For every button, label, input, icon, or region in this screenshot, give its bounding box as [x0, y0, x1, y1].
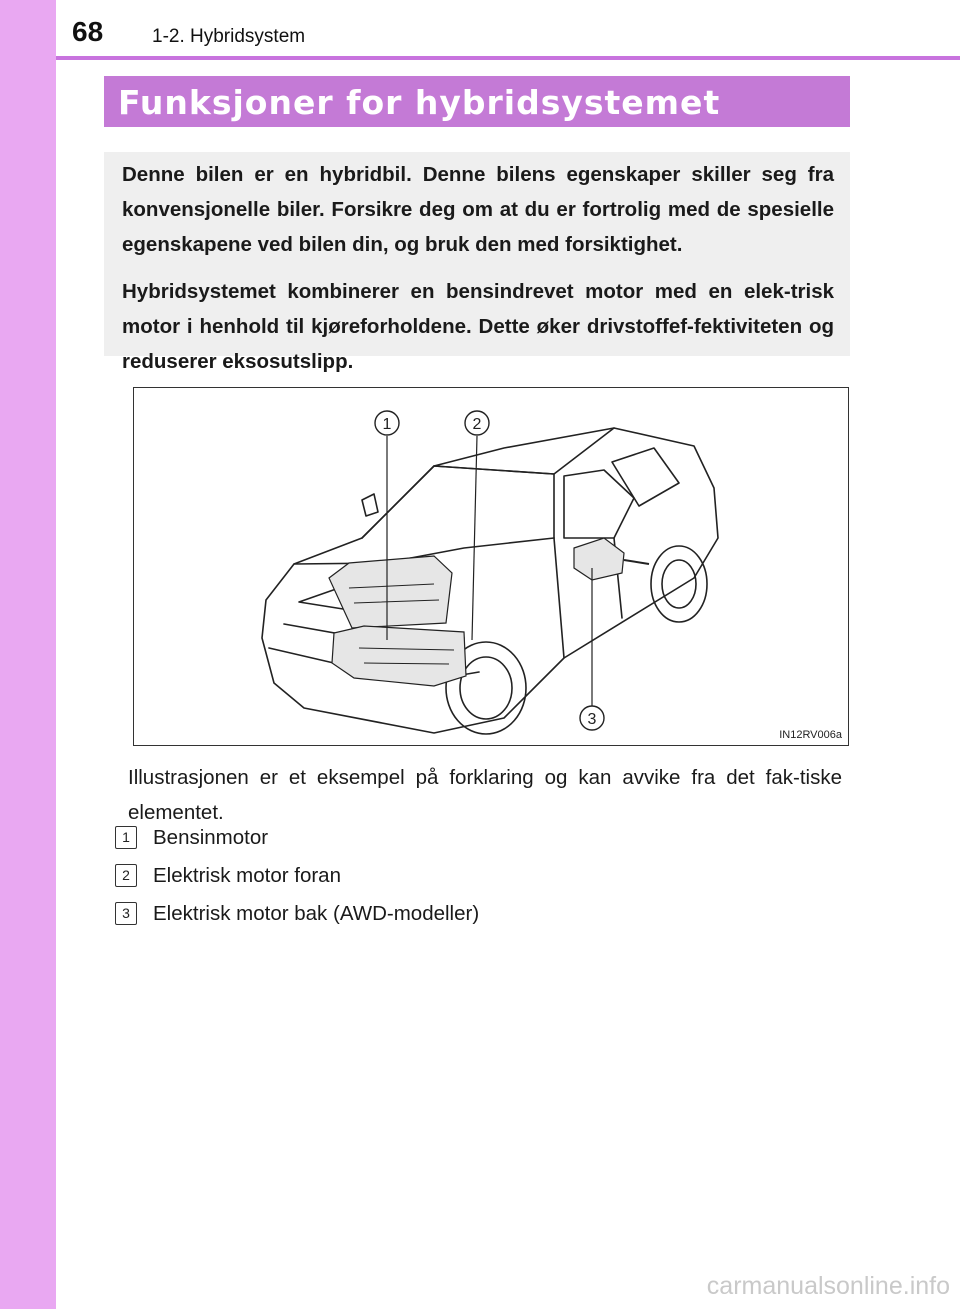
watermark: carmanualsonline.info — [706, 1272, 950, 1300]
section-title-bar — [104, 76, 850, 127]
car-drawing — [134, 388, 847, 744]
windshield — [362, 466, 554, 538]
engine-block — [329, 556, 452, 628]
legend-label-2: Elektrisk motor foran — [153, 864, 341, 887]
section-title: Funksjoner for hybridsystemet — [118, 83, 721, 122]
legend-number-1: 1 — [115, 826, 137, 849]
legend-number-2: 2 — [115, 864, 137, 887]
hybrid-system-illustration — [133, 387, 849, 746]
intro-paragraph-2: Hybridsystemet kombinerer en bensindrevet motor med en elek-trisk motor i henhold til kjøreforholdene. Dette øker drivstoffef-fektiviteten og reduserer eksosutslipp. — [122, 280, 834, 373]
legend-number-3: 3 — [115, 902, 137, 925]
figure-code: IN12RV006a — [779, 729, 842, 741]
legend-label-1: Bensinmotor — [153, 826, 269, 849]
callout-1-number: 1 — [382, 416, 392, 433]
callout-3-number: 3 — [587, 711, 597, 728]
intro-paragraph-1: Denne bilen er en hybridbil. Denne bilens egenskaper skiller seg fra konvensjonelle biler. Forsikre deg om at du er fortrolig med de spesielle egenskapene ved bilen din, og bruk den med forsiktighet. — [122, 163, 834, 256]
chapter-heading: 1-2. Hybridsystem — [152, 26, 306, 47]
header-divider — [56, 56, 960, 60]
intro-box — [104, 152, 850, 373]
rear-window — [612, 448, 679, 506]
figure-caption: Illustrasjonen er et eksempel på forklaring og kan avvike fra det fak-tiske elementet. — [128, 766, 842, 824]
front-electric-motor — [332, 626, 466, 686]
callout-2-leader — [472, 436, 477, 640]
chapter-side-tab — [0, 0, 56, 1309]
callout-2-number: 2 — [472, 416, 482, 433]
rear-electric-motor — [574, 538, 624, 580]
page-number: 68 — [72, 16, 104, 47]
legend-label-3: Elektrisk motor bak (AWD-modeller) — [153, 902, 480, 925]
rear-wheel — [651, 546, 707, 622]
